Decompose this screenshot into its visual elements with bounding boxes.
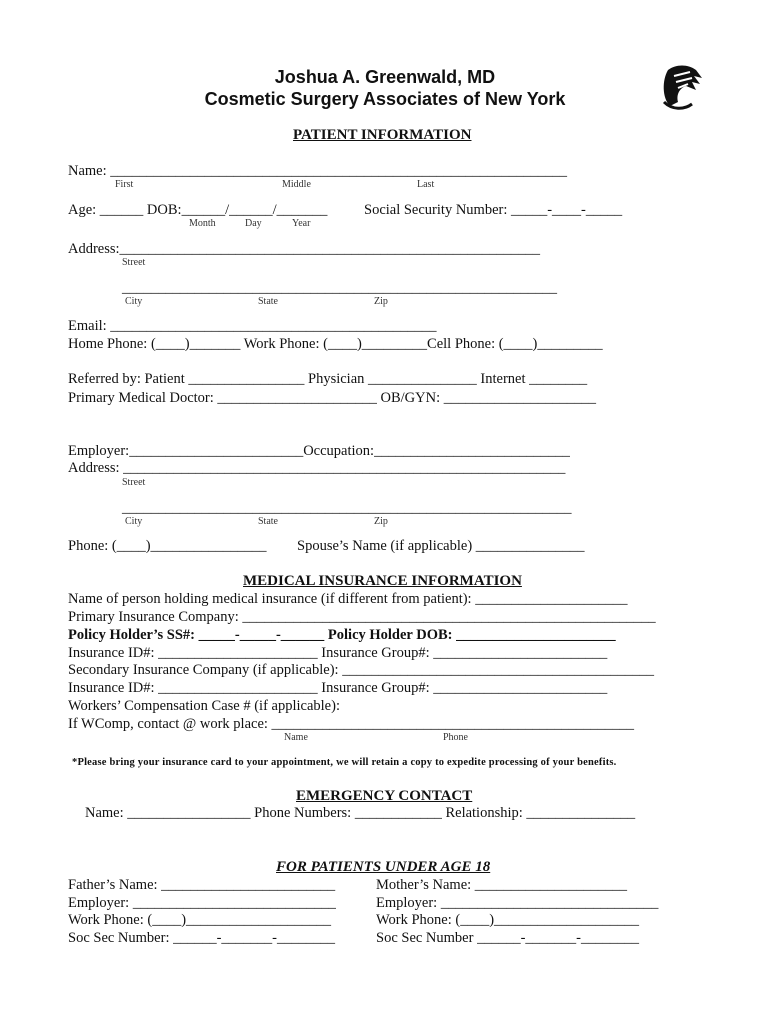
employer-street-label: Street [122, 477, 146, 488]
secondary-insurance-id-field[interactable]: Insurance ID#: ______________________ Insurance Group#: ________________________ [68, 680, 608, 696]
employer-state-label: State [258, 516, 278, 527]
wcomp-phone-label: Phone [443, 732, 468, 743]
first-label: First [115, 179, 134, 190]
mother-employer-field[interactable]: Employer: ______________________________ [376, 895, 659, 911]
father-ssn-field[interactable]: Soc Sec Number: ______-_______-________ [68, 930, 336, 946]
primary-doctor-field[interactable]: Primary Medical Doctor: ______________________ OB/GYN: _____________________ [68, 390, 597, 406]
minors-title: FOR PATIENTS UNDER AGE 18 [276, 859, 491, 875]
patient-info-title: PATIENT INFORMATION [293, 127, 472, 143]
year-label: Year [292, 218, 311, 229]
employer-city-label: City [125, 516, 143, 527]
emergency-title: EMERGENCY CONTACT [296, 788, 473, 804]
mother-ssn-field[interactable]: Soc Sec Number ______-_______-________ [376, 930, 639, 946]
address-line-2[interactable]: ____________________________________________________________ [122, 280, 557, 296]
mother-work-phone-field[interactable]: Work Phone: (____)____________________ [376, 912, 640, 928]
father-name-field[interactable]: Father’s Name: ________________________ [68, 877, 336, 893]
employer-field[interactable]: Employer:________________________Occupation:___________________________ [68, 443, 570, 459]
insurance-note: *Please bring your insurance card to your appointment, we will retain a copy to expedite processing of your benefits. [72, 757, 617, 768]
middle-label: Middle [282, 179, 311, 190]
workers-comp-field[interactable]: Workers’ Compensation Case # (if applicable): [68, 698, 340, 714]
employer-phone-field[interactable]: Phone: (____)________________ [68, 538, 267, 554]
employer-address-field[interactable]: Address: _____________________________________________________________ [68, 460, 566, 476]
state-label: State [258, 296, 278, 307]
month-label: Month [189, 218, 216, 229]
age-dob-field[interactable]: Age: ______ DOB:______/______/_______ [68, 202, 328, 218]
primary-insurance-field[interactable]: Primary Insurance Company: _________________________________________________________ [68, 609, 656, 625]
phones-field[interactable]: Home Phone: (____)_______ Work Phone: (____)_________Cell Phone: (____)_________ [68, 336, 603, 352]
employer-zip-label: Zip [374, 516, 388, 527]
practice-name: Cosmetic Surgery Associates of New York [204, 89, 566, 109]
wcomp-contact-field[interactable]: If WComp, contact @ work place: __________________________________________________ [68, 716, 635, 732]
name-field[interactable]: Name: _______________________________________________________________ [68, 163, 568, 179]
insurance-title: MEDICAL INSURANCE INFORMATION [243, 573, 522, 589]
address-field[interactable]: Address:__________________________________________________________ [68, 241, 541, 257]
insurance-id-field[interactable]: Insurance ID#: ______________________ Insurance Group#: ________________________ [68, 645, 608, 661]
father-employer-field[interactable]: Employer: ____________________________ [68, 895, 336, 911]
emergency-contact-field[interactable]: Name: _________________ Phone Numbers: ____________ Relationship: _______________ [85, 805, 636, 821]
zip-label: Zip [374, 296, 388, 307]
day-label: Day [245, 218, 262, 229]
employer-address-line-2[interactable]: ______________________________________________________________ [122, 500, 572, 516]
father-work-phone-field[interactable]: Work Phone: (____)____________________ [68, 912, 332, 928]
policy-holder-field[interactable]: Policy Holder’s SS#: _____-_____-______ Policy Holder DOB: ______________________ [68, 627, 616, 643]
referred-field[interactable]: Referred by: Patient ________________ Physician _______________ Internet ________ [68, 371, 588, 387]
last-label: Last [417, 179, 435, 190]
ssn-field[interactable]: Social Security Number: _____-____-_____ [364, 202, 623, 218]
doctor-name: Joshua A. Greenwald, MD [274, 67, 496, 87]
secondary-insurance-field[interactable]: Secondary Insurance Company (if applicable): ___________________________________________ [68, 662, 654, 678]
street-label: Street [122, 257, 146, 268]
insurance-holder-field[interactable]: Name of person holding medical insurance (if different from patient): _____________________ [68, 591, 628, 607]
city-label: City [125, 296, 143, 307]
email-field[interactable]: Email: _____________________________________________ [68, 318, 437, 334]
wcomp-name-label: Name [284, 732, 308, 743]
spouse-name-field[interactable]: Spouse’s Name (if applicable) _______________ [297, 538, 585, 554]
hand-logo-icon [658, 62, 706, 112]
mother-name-field[interactable]: Mother’s Name: _____________________ [376, 877, 628, 893]
